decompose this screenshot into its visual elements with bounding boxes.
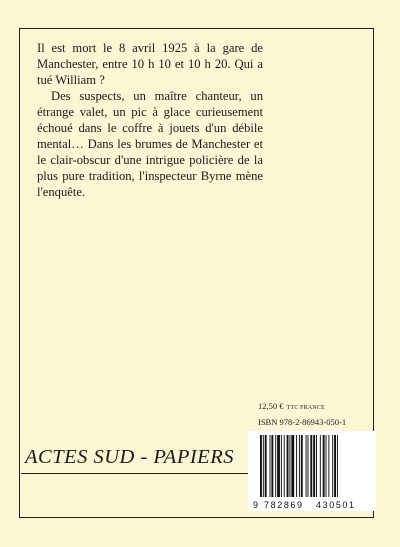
barcode-bar <box>291 435 294 497</box>
barcode-bar <box>334 435 336 497</box>
isbn-number: ISBN 978-2-86943-050-1 <box>258 417 347 427</box>
barcode-bar <box>316 435 317 497</box>
barcode-bar <box>313 435 315 497</box>
barcode-bar <box>289 435 290 497</box>
barcode-bar <box>265 435 267 497</box>
barcode-bar <box>320 435 321 497</box>
blurb-paragraph-1: Il est mort le 8 avril 1925 à la gare de Manchester, entre 10 h 10 et 10 h 20. Qui a tué William ? <box>37 41 263 87</box>
back-cover-blurb <box>37 40 263 200</box>
barcode-left-digits: 782869 <box>264 500 304 510</box>
barcode-bar <box>328 435 329 497</box>
publisher-underline <box>21 473 248 474</box>
barcode-bar <box>326 435 327 497</box>
barcode-bars <box>260 435 338 497</box>
barcode-bar <box>306 435 307 497</box>
publisher-logo-text: ACTES SUD - PAPIERS <box>25 446 234 468</box>
barcode-bar <box>310 435 312 497</box>
barcode-bar <box>332 435 333 497</box>
barcode-bar <box>281 435 282 497</box>
barcode-bar <box>284 435 285 497</box>
price-amount: 12,50 € <box>258 401 284 411</box>
barcode-bar <box>277 435 280 497</box>
barcode-bar <box>263 435 264 497</box>
barcode-bar <box>260 435 262 497</box>
barcode-bar <box>301 435 303 497</box>
barcode-right-digits: 430501 <box>316 500 356 510</box>
barcode-bar <box>270 435 271 497</box>
price-line <box>258 401 325 411</box>
barcode-bar <box>296 435 297 497</box>
barcode-bar <box>275 435 276 497</box>
barcode-bar <box>337 435 338 497</box>
barcode-bar <box>287 435 289 497</box>
barcode-leading-digit: 9 <box>253 500 259 510</box>
ean-barcode <box>248 431 376 511</box>
barcode-bar <box>299 435 300 497</box>
barcode-bar <box>308 435 309 497</box>
blurb-paragraph-2: Des suspects, un maître chanteur, un étrange valet, un pic à glace curieusement échoué dans le coffre à jouets d'un débile mental… Dans les brumes de Manchester et le clair-obscur d'une intrigue policière de la plus pure tradition, l'inspecteur Byrne mène l'enquête. <box>37 89 263 199</box>
barcode-bar <box>323 435 325 497</box>
barcode-bar <box>271 435 273 497</box>
price-note: TTC FRANCE <box>286 405 326 411</box>
